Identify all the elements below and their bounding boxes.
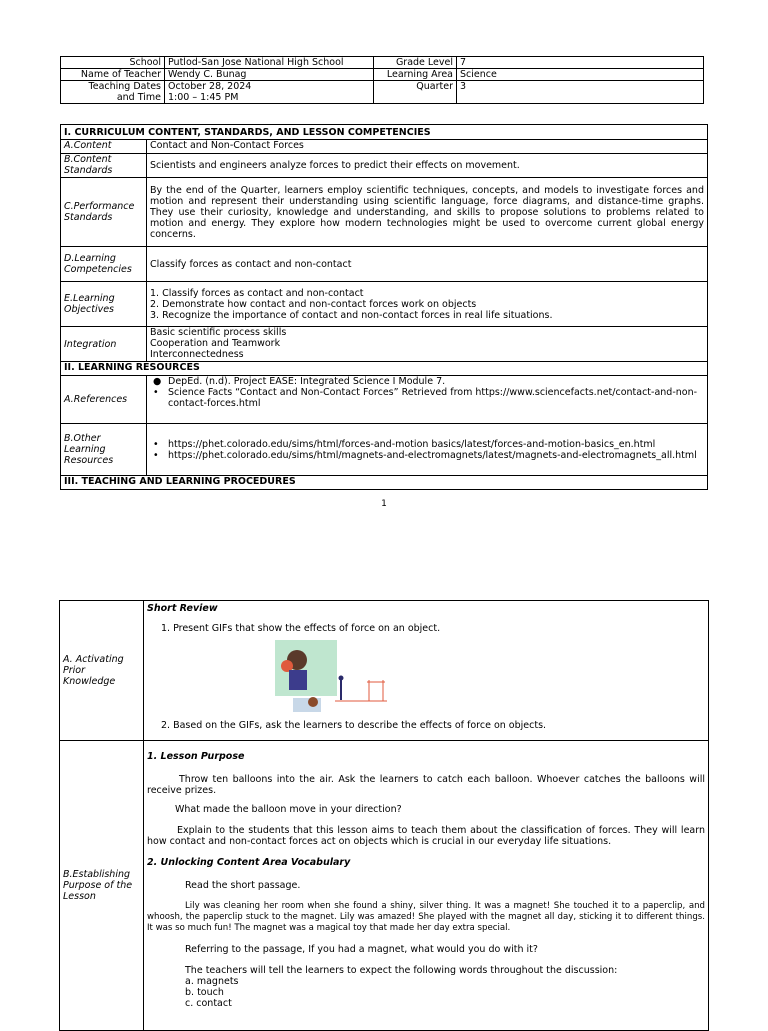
content-value: Contact and Non-Contact Forces bbox=[147, 140, 708, 154]
teaching-dates-label: Teaching Dates and Time bbox=[61, 81, 165, 104]
objective-item: 1. Classify forces as contact and non-contact bbox=[150, 287, 364, 299]
force-gif-image bbox=[147, 640, 705, 714]
header-table bbox=[60, 56, 704, 104]
section2-title: II. LEARNING RESOURCES bbox=[61, 362, 708, 376]
section1-title: I. CURRICULUM CONTENT, STANDARDS, AND LESSON COMPETENCIES bbox=[61, 125, 708, 140]
content-label: A.Content bbox=[61, 140, 147, 154]
content-standards-value: Scientists and engineers analyze forces to predict their effects on movement. bbox=[147, 154, 708, 178]
magnet-passage: Lily was cleaning her room when she found a shiny, silver thing. It was a magnet! She touched it to a paperclip, and whoosh, the paperclip stuck to the magnet. Lily was amazed! She played with the magnet all day, sticking it to different things. It was so much fun! The magnet was a magical toy that made her day extra special. bbox=[147, 901, 705, 933]
integration-item: Basic scientific process skills bbox=[150, 327, 287, 338]
resource-item: • https://phet.colorado.edu/sims/html/magnets-and-electromagnets/latest/magnets-and-electromagnets_all.html bbox=[153, 449, 697, 461]
objective-item: 2. Demonstrate how contact and non-contact forces work on objects bbox=[150, 298, 477, 310]
performance-standards-value: By the end of the Quarter, learners employ scientific techniques, concepts, and models to investigate forces and motion and represent their understanding using scientific language, force diagrams, and distance-time graphs. They use their curiosity, knowledge and understanding, and skills to propose solutions to problems related to motion and energy. They explore how modern technologies might be used to overcome current global energy concerns. bbox=[147, 178, 708, 247]
vocabulary-list bbox=[147, 976, 705, 1009]
integration-item: Interconnectedness bbox=[150, 349, 244, 360]
learning-area-label: Learning Area bbox=[374, 69, 457, 81]
school-value: Putlod-San Jose National High School bbox=[165, 57, 374, 69]
vocabulary-word: a. magnets bbox=[185, 976, 239, 987]
quarter-label: Quarter bbox=[374, 81, 457, 104]
learning-objectives-list bbox=[147, 282, 708, 327]
lesson-purpose-heading: 1. Lesson Purpose bbox=[147, 751, 245, 762]
reference-item: ● DepEd. (n.d). Project EASE: Integrated Science I Module 7. bbox=[153, 376, 446, 387]
section3-title: III. TEACHING AND LEARNING PROCEDURES bbox=[61, 476, 708, 490]
references-label: A.References bbox=[61, 376, 147, 424]
bullet-icon: ● bbox=[153, 376, 162, 387]
integration-item: Cooperation and Teamwork bbox=[150, 338, 281, 349]
integration-label: Integration bbox=[61, 327, 147, 362]
procedures-table bbox=[59, 600, 709, 1031]
learning-objectives-label: E.Learning Objectives bbox=[61, 282, 147, 327]
school-label: School bbox=[61, 57, 165, 69]
content-standards-label: B.Content Standards bbox=[61, 154, 147, 178]
other-resources-list bbox=[147, 424, 708, 476]
bullet-icon: • bbox=[153, 438, 159, 450]
vocabulary-word: c. contact bbox=[185, 998, 232, 1009]
resource-item: • https://phet.colorado.edu/sims/html/forces-and-motion basics/latest/forces-and-motion-basics_en.html bbox=[153, 438, 656, 450]
vocabulary-instruction: Read the short passage. bbox=[185, 880, 301, 891]
vocabulary-word: b. touch bbox=[185, 987, 224, 998]
learning-area-value: Science bbox=[457, 69, 704, 81]
learning-competencies-value: Classify forces as contact and non-contact bbox=[147, 247, 708, 282]
force-effects-illustration bbox=[275, 640, 415, 714]
gif-question: 2. Based on the GIFs, ask the learners to describe the effects of force on objects. bbox=[161, 720, 547, 731]
establishing-purpose-content bbox=[144, 741, 709, 1031]
bullet-icon: • bbox=[153, 449, 159, 461]
vocabulary-intro: The teachers will tell the learners to expect the following words throughout the discussion: bbox=[185, 965, 618, 976]
gif-instruction: 1. Present GIFs that show the effects of force on an object. bbox=[161, 623, 441, 634]
curriculum-table bbox=[60, 124, 708, 490]
teaching-dates-value: October 28, 2024 1:00 – 1:45 PM bbox=[165, 81, 374, 104]
performance-standards-label: C.Performance Standards bbox=[61, 178, 147, 247]
teacher-value: Wendy C. Bunag bbox=[165, 69, 374, 81]
objective-item: 3. Recognize the importance of contact and non-contact forces in real life situations. bbox=[150, 309, 553, 321]
bullet-icon: • bbox=[153, 387, 159, 398]
activating-prior-knowledge-content bbox=[144, 601, 709, 741]
integration-list bbox=[147, 327, 708, 362]
grade-level-value: 7 bbox=[457, 57, 704, 69]
short-review-heading: Short Review bbox=[147, 603, 218, 614]
vocabulary-heading: 2. Unlocking Content Area Vocabulary bbox=[147, 857, 351, 868]
establishing-purpose-label: B.Establishing Purpose of the Lesson bbox=[60, 741, 144, 1031]
teacher-label: Name of Teacher bbox=[61, 69, 165, 81]
reference-item: • Science Facts “Contact and Non-Contact Forces” Retrieved from https://www.sciencefacts.net/contact-and-non-contact-forces.html bbox=[153, 387, 698, 409]
lesson-purpose-p2: What made the balloon move in your direction? bbox=[175, 804, 402, 815]
page-number: 1 bbox=[381, 499, 387, 509]
learning-competencies-label: D.Learning Competencies bbox=[61, 247, 147, 282]
lesson-purpose-p3: Explain to the students that this lesson aims to teach them about the classification of forces. They will learn how contact and non-contact forces act on objects which is crucial in our everyday life situations. bbox=[147, 825, 705, 847]
references-list bbox=[147, 376, 708, 424]
other-resources-label: B.Other Learning Resources bbox=[61, 424, 147, 476]
quarter-value: 3 bbox=[457, 81, 704, 104]
lesson-purpose-p1: Throw ten balloons into the air. Ask the learners to catch each balloon. Whoever catches the balloons will receive prizes. bbox=[147, 774, 705, 796]
activating-prior-knowledge-label: A. Activating Prior Knowledge bbox=[60, 601, 144, 741]
grade-level-label: Grade Level bbox=[374, 57, 457, 69]
passage-question: Referring to the passage, If you had a magnet, what would you do with it? bbox=[185, 944, 538, 955]
